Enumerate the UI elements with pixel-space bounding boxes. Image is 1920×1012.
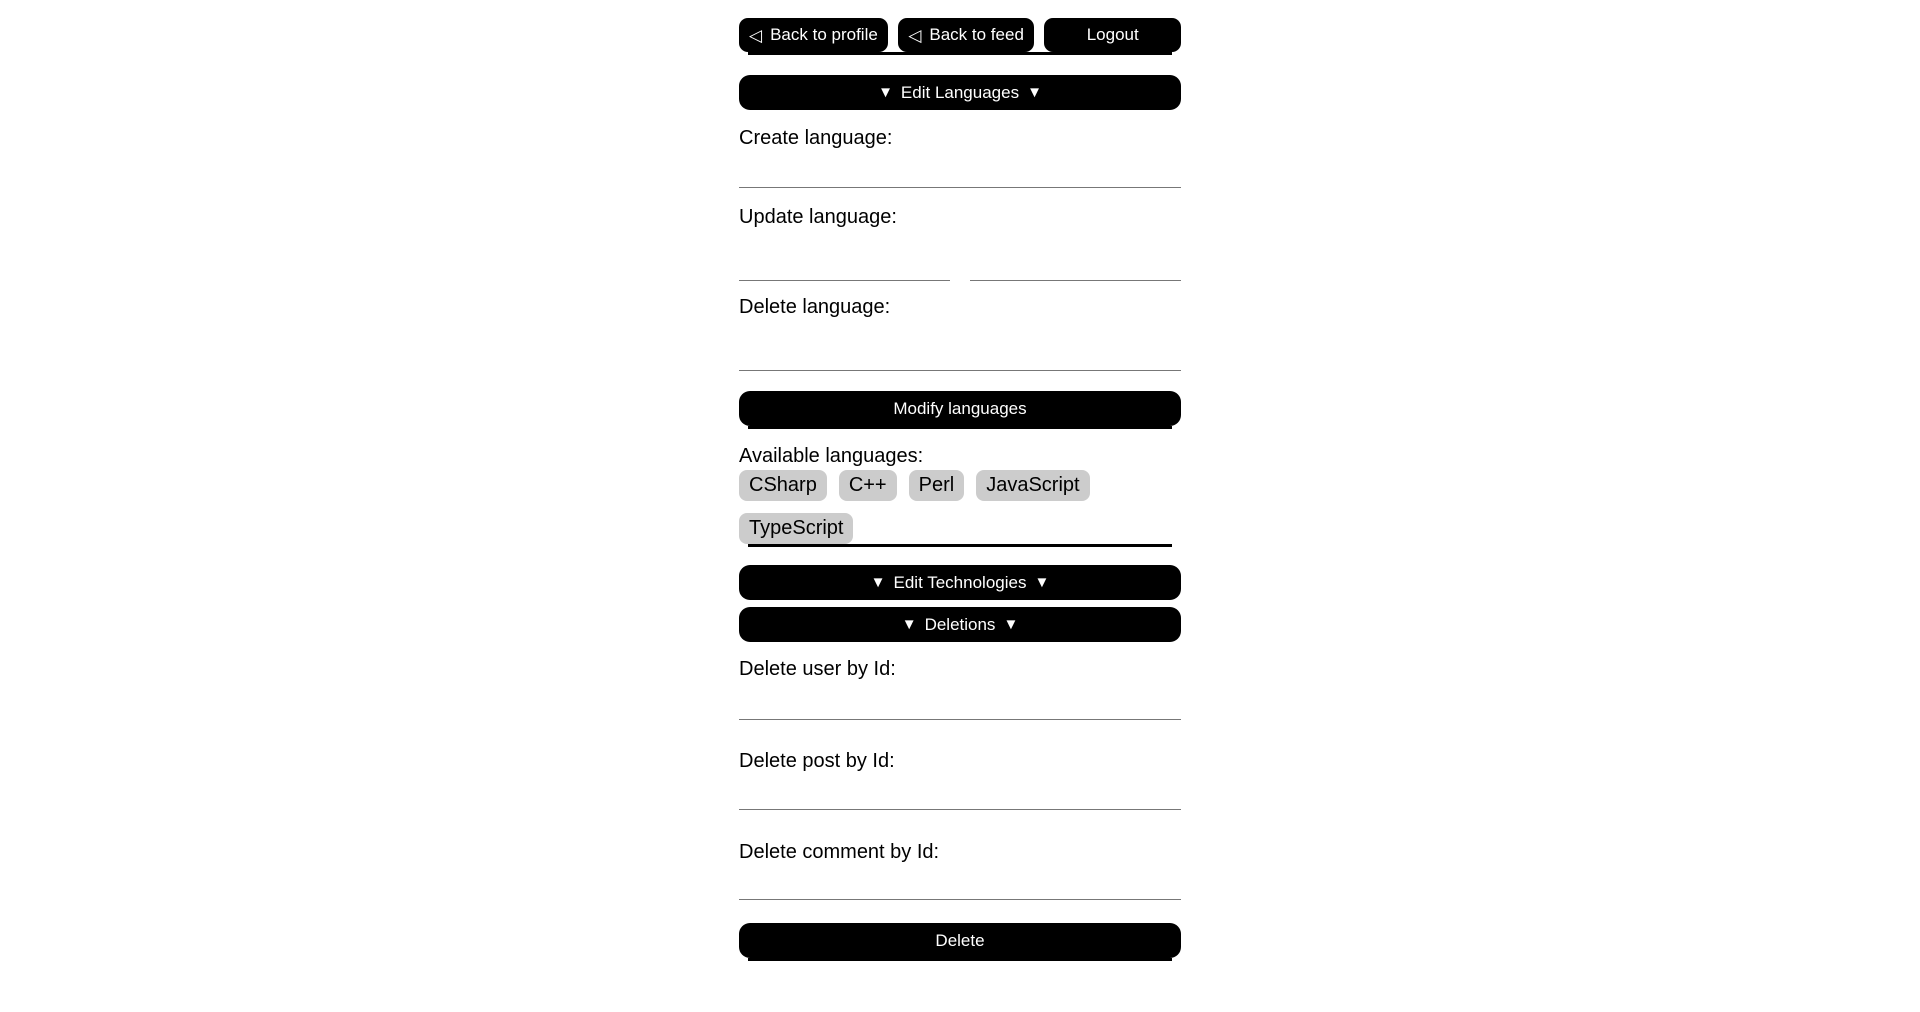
create-language-label: Create language: [739, 127, 893, 149]
divider [748, 958, 1172, 961]
update-language-new-input[interactable] [970, 229, 1181, 281]
delete-post-by-id-label: Delete post by Id: [739, 750, 895, 772]
caret-down-icon: ▼ [878, 84, 893, 101]
delete-comment-by-id-input[interactable] [739, 864, 1181, 900]
logout-button[interactable] [1044, 18, 1181, 52]
top-navigation [739, 18, 1181, 52]
language-tag: C++ [839, 470, 897, 501]
caret-down-icon: ▼ [1034, 574, 1050, 591]
language-tag: CSharp [739, 470, 827, 501]
back-arrow-icon: ◁ [908, 25, 922, 45]
caret-down-icon: ▼ [901, 616, 917, 633]
edit-technologies-toggle[interactable] [739, 565, 1181, 600]
update-language-fields [739, 229, 1181, 281]
caret-down-icon: ▼ [1027, 84, 1042, 101]
back-arrow-icon: ◁ [749, 25, 763, 45]
delete-post-by-id-input[interactable] [739, 773, 1181, 810]
divider [748, 426, 1172, 429]
back-to-feed-label: Back to feed [929, 25, 1024, 44]
modify-languages-button[interactable] [739, 391, 1181, 426]
delete-user-by-id-label: Delete user by Id: [739, 658, 896, 680]
update-language-label: Update language: [739, 206, 897, 228]
available-languages-list [739, 470, 1181, 544]
edit-languages-toggle-label: Edit Languages [900, 82, 1020, 102]
delete-button-label: Delete [935, 930, 985, 950]
divider [748, 52, 1172, 55]
deletions-toggle[interactable] [739, 607, 1181, 642]
admin-column [739, 0, 1181, 961]
divider [748, 544, 1172, 547]
delete-user-by-id-input[interactable] [739, 681, 1181, 720]
delete-language-label: Delete language: [739, 296, 891, 318]
deletions-toggle-label: Deletions [924, 614, 996, 634]
back-to-feed-button[interactable] [898, 18, 1035, 52]
delete-comment-by-id-label: Delete comment by Id: [739, 841, 940, 863]
update-language-old-input[interactable] [739, 229, 950, 281]
edit-languages-toggle[interactable] [739, 75, 1181, 110]
delete-button[interactable] [739, 923, 1181, 958]
language-tag: TypeScript [739, 513, 853, 544]
edit-technologies-toggle-label: Edit Technologies [893, 572, 1027, 592]
caret-down-icon: ▼ [1003, 616, 1019, 633]
caret-down-icon: ▼ [870, 574, 886, 591]
available-languages-label: Available languages: [739, 445, 924, 467]
delete-language-input[interactable] [739, 319, 1181, 371]
language-tag: Perl [909, 470, 965, 501]
create-language-input[interactable] [739, 150, 1181, 188]
back-to-profile-button[interactable] [739, 18, 888, 52]
modify-languages-label: Modify languages [893, 398, 1027, 418]
back-to-profile-label: Back to profile [770, 25, 878, 44]
logout-label: Logout [1086, 25, 1139, 44]
language-tag: JavaScript [976, 470, 1089, 501]
